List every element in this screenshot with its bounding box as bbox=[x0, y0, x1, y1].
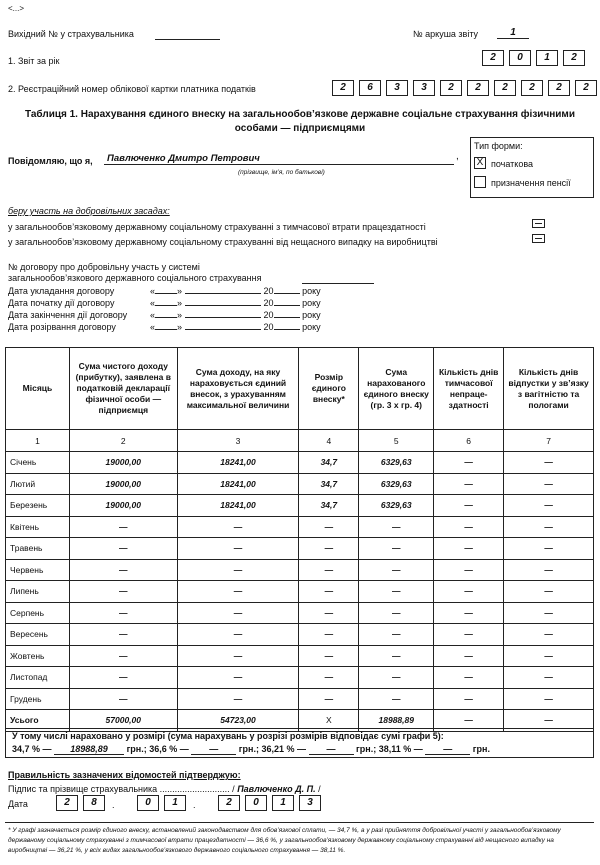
notify-label: Повідомляю, що я, bbox=[8, 156, 93, 166]
month-cell: Вересень bbox=[6, 624, 70, 646]
date-digit: 8 bbox=[83, 795, 105, 811]
table-cell[interactable]: — bbox=[504, 559, 594, 581]
voluntary-toggle-1[interactable] bbox=[532, 219, 545, 228]
signature-end: / bbox=[318, 784, 321, 794]
table-row bbox=[6, 473, 594, 495]
table-cell[interactable]: 34,7 bbox=[299, 495, 359, 517]
table-cell[interactable]: 18241,00 bbox=[177, 495, 299, 517]
table-row bbox=[6, 602, 594, 624]
year-digit: 2 bbox=[563, 50, 585, 66]
table-row bbox=[6, 645, 594, 667]
signature-label: Підпис та прізвище страхувальника ............................ / bbox=[8, 784, 235, 794]
table-cell[interactable]: 34,7 bbox=[299, 473, 359, 495]
rate-38-11-value[interactable]: — bbox=[425, 744, 470, 755]
date-month[interactable] bbox=[137, 795, 191, 811]
table-cell[interactable]: — bbox=[504, 688, 594, 710]
table-cell[interactable]: — bbox=[504, 452, 594, 474]
date-day[interactable] bbox=[56, 795, 110, 811]
month-cell: Жовтень bbox=[6, 645, 70, 667]
contract-date-row[interactable] bbox=[150, 286, 321, 296]
year-suffix: року bbox=[302, 310, 321, 320]
table-cell[interactable]: — bbox=[504, 473, 594, 495]
table-row bbox=[6, 559, 594, 581]
table-cell[interactable]: 18241,00 bbox=[177, 473, 299, 495]
year-prefix: 20 bbox=[263, 286, 274, 296]
table-cell[interactable]: — bbox=[359, 516, 434, 538]
col-header: Сума чистого доходу (прибутку), заявлена в податковій декларації фізичної особи — підприємця bbox=[69, 348, 177, 430]
form-type-label: Тип форми: bbox=[474, 141, 523, 151]
form-type-pension-label: призначення пенсії bbox=[491, 178, 571, 188]
taxpayer-name[interactable]: Павлюченко Дмитро Петрович bbox=[104, 153, 454, 165]
currency-end: грн. bbox=[472, 744, 490, 754]
open-quote: « bbox=[150, 310, 156, 320]
table-cell[interactable]: 19000,00 bbox=[69, 452, 177, 474]
table-cell[interactable]: — bbox=[299, 538, 359, 560]
reg-digit: 3 bbox=[386, 80, 408, 96]
col-number: 1 bbox=[6, 430, 70, 452]
contract-date-label: Дата розірвання договору bbox=[8, 322, 116, 332]
table-cell[interactable]: — bbox=[434, 559, 504, 581]
form-type-pension-checkbox[interactable] bbox=[474, 176, 486, 188]
table-cell[interactable]: 18988,89 bbox=[359, 710, 434, 732]
month-cell: Травень bbox=[6, 538, 70, 560]
table-cell[interactable]: — bbox=[69, 688, 177, 710]
table-cell[interactable]: 6329,63 bbox=[359, 452, 434, 474]
table-cell[interactable]: 6329,63 bbox=[359, 473, 434, 495]
table-cell[interactable]: — bbox=[434, 602, 504, 624]
day-field[interactable] bbox=[155, 329, 177, 330]
month-cell: Квітень bbox=[6, 516, 70, 538]
year-field[interactable] bbox=[274, 329, 300, 330]
col-header: Розмір єдиного внеску* bbox=[299, 348, 359, 430]
breakdown-line2 bbox=[12, 744, 490, 755]
table-cell[interactable]: — bbox=[434, 667, 504, 689]
table-cell[interactable]: — bbox=[299, 559, 359, 581]
table-cell[interactable]: — bbox=[299, 624, 359, 646]
reg-digit: 2 bbox=[467, 80, 489, 96]
contract-number-field[interactable] bbox=[302, 283, 374, 284]
reg-digit: 2 bbox=[332, 80, 354, 96]
table-cell[interactable]: — bbox=[434, 624, 504, 646]
table-cell[interactable]: — bbox=[359, 559, 434, 581]
table-cell[interactable]: — bbox=[177, 667, 299, 689]
table-cell[interactable]: — bbox=[299, 688, 359, 710]
rate-36-21-value[interactable]: — bbox=[309, 744, 354, 755]
close-quote: » bbox=[177, 298, 183, 308]
day-field[interactable] bbox=[155, 305, 177, 306]
table-cell[interactable]: — bbox=[69, 624, 177, 646]
contract-date-row[interactable] bbox=[150, 310, 321, 320]
outgoing-label: Вихідний № у страхувальника bbox=[8, 29, 134, 39]
col-header: Місяць bbox=[6, 348, 70, 430]
form-type-initial-checkbox[interactable]: X bbox=[474, 157, 486, 169]
col-header: Кількість днів тимчасової непраце-здатності bbox=[434, 348, 504, 430]
col-number: 5 bbox=[359, 430, 434, 452]
year-field[interactable] bbox=[274, 317, 300, 318]
signatory-name[interactable]: Павлюченко Д. П. bbox=[237, 784, 316, 794]
reg-digit: 3 bbox=[413, 80, 435, 96]
comma: , bbox=[456, 151, 459, 162]
close-quote: » bbox=[177, 310, 183, 320]
table-cell[interactable]: — bbox=[177, 602, 299, 624]
day-field[interactable] bbox=[155, 317, 177, 318]
close-quote: » bbox=[177, 286, 183, 296]
header-mark: <...> bbox=[8, 4, 25, 13]
sheet-label: № аркуша звіту bbox=[413, 29, 479, 39]
table-cell[interactable]: — bbox=[434, 495, 504, 517]
table-cell[interactable]: — bbox=[177, 645, 299, 667]
col-header: Сума доходу, на яку нараховується єдиний внесок, з урахуванням максимальної величини bbox=[177, 348, 299, 430]
reg-digit: 2 bbox=[521, 80, 543, 96]
reg-digit: 6 bbox=[359, 80, 381, 96]
table-cell[interactable]: — bbox=[299, 645, 359, 667]
breakdown-line1: У тому числі нараховано у розмірі (сума нарахувань у розрізі розмірів відповідає сумі графи 5): bbox=[12, 731, 444, 741]
date-year[interactable] bbox=[218, 795, 326, 811]
year-label: 1. Звіт за рік bbox=[8, 56, 60, 66]
table-cell[interactable]: — bbox=[504, 710, 594, 732]
table-cell[interactable]: — bbox=[69, 645, 177, 667]
voluntary-item-2: у загальнообов’язковому державному соціальному страхуванні від нещасного випадку на виробництві bbox=[8, 237, 438, 247]
col-number: 2 bbox=[69, 430, 177, 452]
col-number: 7 bbox=[504, 430, 594, 452]
year-suffix: року bbox=[302, 298, 321, 308]
month-field[interactable] bbox=[185, 293, 261, 294]
rate-38-11-label: грн.; 38,11 % — bbox=[356, 744, 423, 754]
voluntary-toggle-2[interactable] bbox=[532, 234, 545, 243]
year-prefix: 20 bbox=[263, 310, 274, 320]
table-row bbox=[6, 688, 594, 710]
rate-34-7-value[interactable]: 18988,89 bbox=[54, 744, 124, 755]
table-cell[interactable]: — bbox=[504, 538, 594, 560]
close-quote: » bbox=[177, 322, 183, 332]
month-cell: Листопад bbox=[6, 667, 70, 689]
contribution-table bbox=[5, 347, 594, 732]
open-quote: « bbox=[150, 298, 156, 308]
year-digits[interactable] bbox=[482, 50, 590, 66]
table-cell[interactable]: — bbox=[504, 602, 594, 624]
table-cell[interactable]: — bbox=[69, 602, 177, 624]
table-cell[interactable]: — bbox=[504, 624, 594, 646]
table-cell[interactable]: — bbox=[434, 473, 504, 495]
table-cell[interactable]: — bbox=[504, 581, 594, 603]
table-cell[interactable]: — bbox=[359, 581, 434, 603]
table-row bbox=[6, 516, 594, 538]
table-row bbox=[6, 667, 594, 689]
col-header: Сума нарахованого єдиного внеску (гр. 3 х гр. 4) bbox=[359, 348, 434, 430]
table-cell[interactable]: — bbox=[504, 667, 594, 689]
col-header: Кількість днів відпустки у зв’язку з вагітністю та пологами bbox=[504, 348, 594, 430]
table-cell[interactable]: — bbox=[299, 581, 359, 603]
month-cell: Червень bbox=[6, 559, 70, 581]
date-dot: . bbox=[112, 800, 115, 810]
page-title: Таблиця 1. Нарахування єдиного внеску на загальнообов’язкове державне соціальне страхування фізичними особами — підприємцями bbox=[25, 109, 575, 134]
table-cell[interactable]: — bbox=[434, 710, 504, 732]
table-cell[interactable]: 18241,00 bbox=[177, 452, 299, 474]
date-digit: 3 bbox=[299, 795, 321, 811]
footnote-divider bbox=[5, 822, 594, 823]
contract-line1: № договору про добровільну участь у системі bbox=[8, 262, 200, 272]
signature-line bbox=[8, 784, 321, 794]
year-prefix: 20 bbox=[263, 322, 274, 332]
table-cell[interactable]: — bbox=[359, 538, 434, 560]
table-cell[interactable]: — bbox=[359, 602, 434, 624]
table-cell[interactable]: — bbox=[434, 688, 504, 710]
reg-digits[interactable] bbox=[332, 80, 600, 96]
table-cell[interactable]: — bbox=[177, 581, 299, 603]
table-cell[interactable]: — bbox=[69, 538, 177, 560]
table-cell[interactable]: — bbox=[69, 581, 177, 603]
month-field[interactable] bbox=[185, 317, 261, 318]
month-field[interactable] bbox=[185, 329, 261, 330]
table-cell[interactable]: 54723,00 bbox=[177, 710, 299, 732]
sheet-number[interactable]: 1 bbox=[497, 27, 529, 39]
date-label: Дата bbox=[8, 799, 28, 809]
voluntary-item-1: у загальнообов’язковому державному соціальному страхуванні з тимчасової втрати працездатності bbox=[8, 222, 426, 232]
month-field[interactable] bbox=[185, 305, 261, 306]
contract-line2: загальнообов’язкового державного соціального страхування bbox=[8, 273, 262, 283]
date-digit: 0 bbox=[137, 795, 159, 811]
reg-digit: 2 bbox=[548, 80, 570, 96]
total-label: Усього bbox=[6, 710, 70, 732]
year-digit: 0 bbox=[509, 50, 531, 66]
rate-36-6-value[interactable]: — bbox=[191, 744, 236, 755]
table-cell[interactable]: — bbox=[359, 667, 434, 689]
date-digit: 2 bbox=[56, 795, 78, 811]
table-cell[interactable]: X bbox=[299, 710, 359, 732]
date-digit: 0 bbox=[245, 795, 267, 811]
table-cell[interactable]: — bbox=[299, 667, 359, 689]
year-field[interactable] bbox=[274, 293, 300, 294]
reg-digit: 2 bbox=[440, 80, 462, 96]
contract-date-row[interactable] bbox=[150, 322, 321, 332]
table-cell[interactable]: — bbox=[299, 516, 359, 538]
contract-date-label: Дата закінчення дії договору bbox=[8, 310, 128, 320]
table-cell[interactable]: — bbox=[177, 538, 299, 560]
reg-digit: 2 bbox=[494, 80, 516, 96]
year-digit: 2 bbox=[482, 50, 504, 66]
col-number: 3 bbox=[177, 430, 299, 452]
year-suffix: року bbox=[302, 322, 321, 332]
day-field[interactable] bbox=[155, 293, 177, 294]
col-number: 4 bbox=[299, 430, 359, 452]
table-cell[interactable]: — bbox=[177, 624, 299, 646]
table-cell[interactable]: — bbox=[177, 516, 299, 538]
table-cell[interactable]: — bbox=[504, 516, 594, 538]
contract-date-label: Дата початку дії договору bbox=[8, 298, 115, 308]
table-cell[interactable]: — bbox=[69, 667, 177, 689]
voluntary-heading: беру участь на добровільних засадах: bbox=[8, 206, 170, 216]
open-quote: « bbox=[150, 322, 156, 332]
table-cell[interactable]: 19000,00 bbox=[69, 495, 177, 517]
name-hint: (прізвище, ім’я, по батькові) bbox=[238, 169, 325, 176]
col-number: 6 bbox=[434, 430, 504, 452]
date-digit: 1 bbox=[272, 795, 294, 811]
outgoing-field[interactable] bbox=[155, 39, 220, 40]
table-cell[interactable]: — bbox=[434, 645, 504, 667]
date-dot: . bbox=[193, 800, 196, 810]
table-row bbox=[6, 495, 594, 517]
open-quote: « bbox=[150, 286, 156, 296]
year-field[interactable] bbox=[274, 305, 300, 306]
footnote: * У графі зазначається розмір єдиного внеску, встановлений законодавством для обов’язкової сплати, — 34,7 %, а у разі прийняття добровільної участі у загальнообов’язковому державному соціальному страхуванні з тимчасової втрати працездатності — 36,6 %, у загальнообов’язковому державному соціальному страхуванні від нещасного випадку на виробництві — 36,21 %, у всіх видах загальнообов’язкового державного соціального страхування — 38,11 %. bbox=[8, 827, 561, 854]
table-row bbox=[6, 538, 594, 560]
table-cell[interactable]: — bbox=[434, 538, 504, 560]
reg-label: 2. Реєстраційний номер облікової картки платника податків bbox=[8, 84, 256, 94]
table-cell[interactable]: — bbox=[434, 516, 504, 538]
rate-34-7-label: 34,7 % — bbox=[12, 744, 52, 754]
reg-digit: 2 bbox=[575, 80, 597, 96]
rate-36-21-label: грн.; 36,21 % — bbox=[238, 744, 307, 754]
month-cell: Грудень bbox=[6, 688, 70, 710]
table-cell[interactable]: — bbox=[434, 581, 504, 603]
year-prefix: 20 bbox=[263, 298, 274, 308]
table-cell[interactable]: 57000,00 bbox=[69, 710, 177, 732]
month-cell: Січень bbox=[6, 452, 70, 474]
table-cell[interactable]: 6329,63 bbox=[359, 495, 434, 517]
rate-36-6-label: грн.; 36,6 % — bbox=[126, 744, 189, 754]
date-digit: 2 bbox=[218, 795, 240, 811]
table-cell[interactable]: 34,7 bbox=[299, 452, 359, 474]
table-cell[interactable]: — bbox=[504, 645, 594, 667]
contract-date-row[interactable] bbox=[150, 298, 321, 308]
table-cell[interactable]: — bbox=[69, 516, 177, 538]
month-cell: Лютий bbox=[6, 473, 70, 495]
table-cell[interactable]: — bbox=[359, 688, 434, 710]
table-row bbox=[6, 581, 594, 603]
table-cell[interactable]: — bbox=[359, 624, 434, 646]
table-cell[interactable]: — bbox=[504, 495, 594, 517]
date-digit: 1 bbox=[164, 795, 186, 811]
year-suffix: року bbox=[302, 286, 321, 296]
form-type-initial-label: початкова bbox=[491, 159, 534, 169]
month-cell: Серпень bbox=[6, 602, 70, 624]
table-cell[interactable]: — bbox=[177, 559, 299, 581]
table-cell[interactable]: 19000,00 bbox=[69, 473, 177, 495]
table-cell[interactable]: — bbox=[69, 559, 177, 581]
table-cell[interactable]: — bbox=[434, 452, 504, 474]
month-cell: Липень bbox=[6, 581, 70, 603]
month-cell: Березень bbox=[6, 495, 70, 517]
contract-date-label: Дата укладання договору bbox=[8, 286, 115, 296]
table-cell[interactable]: — bbox=[359, 645, 434, 667]
table-row bbox=[6, 624, 594, 646]
table-row bbox=[6, 452, 594, 474]
table-cell[interactable]: — bbox=[177, 688, 299, 710]
confirm-heading: Правильність зазначених відомостей підтверджую: bbox=[8, 770, 241, 780]
year-digit: 1 bbox=[536, 50, 558, 66]
table-cell[interactable]: — bbox=[299, 602, 359, 624]
